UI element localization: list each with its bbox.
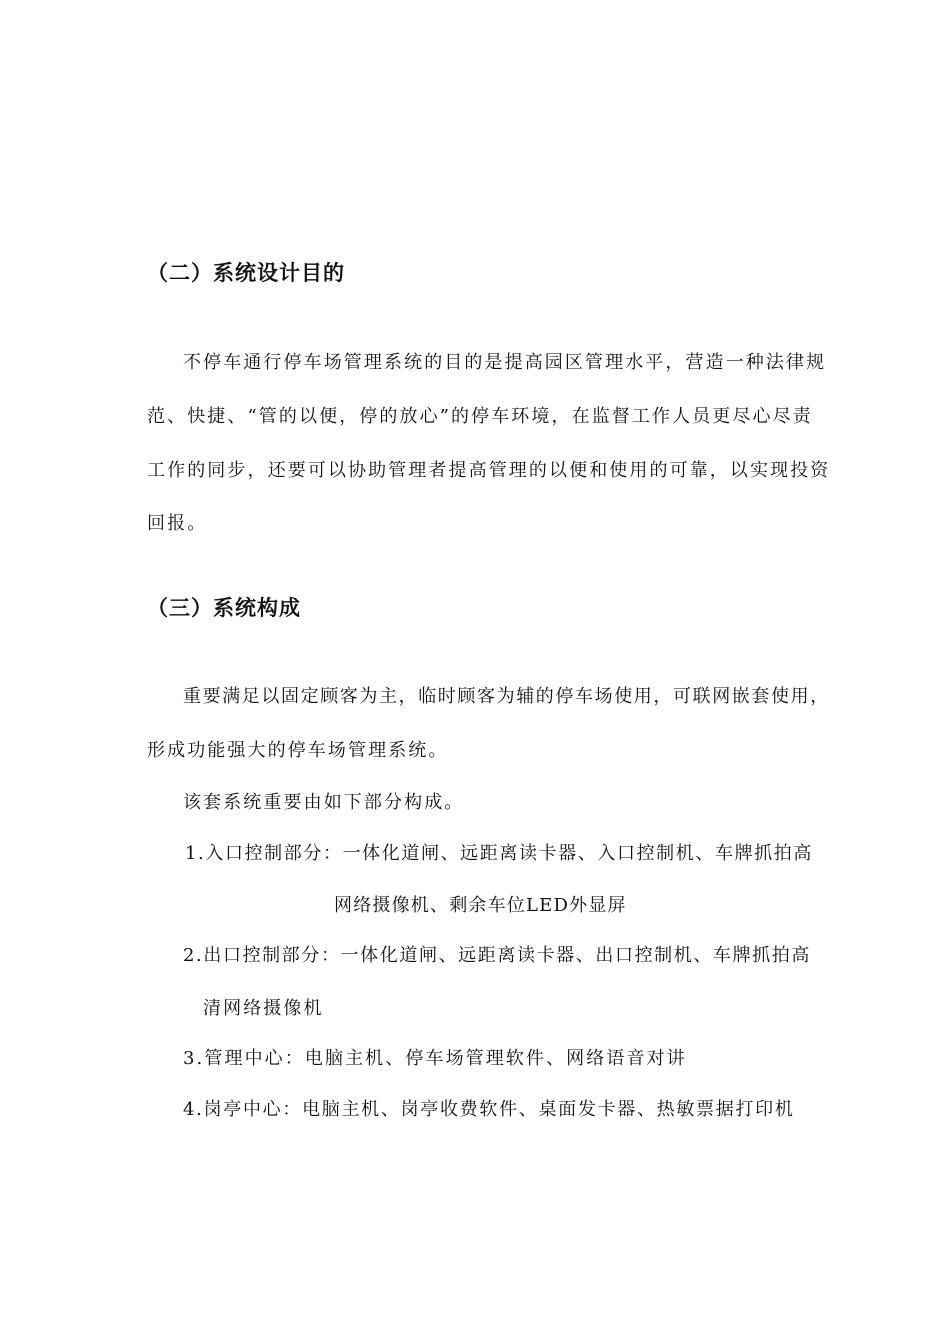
section-3-heading: （三）系统构成 (147, 596, 301, 620)
section-2-paragraph-line-4: 回报。 (147, 513, 208, 534)
list-item-1-line-2: 网络摄像机、剩余车位LED外显屏 (334, 895, 627, 916)
list-item-2-line-1: 2.出口控制部分：一体化道闸、远距离读卡器、出口控制机、车牌抓拍高 (183, 945, 811, 966)
list-item-3: 3.管理中心：电脑主机、停车场管理软件、网络语音对讲 (183, 1048, 687, 1069)
section-2-paragraph-line-2: 范、快捷、“管的以便，停的放心”的停车环境，在监督工作人员更尽心尽责 (147, 406, 813, 427)
list-item-1-line-1: 1.入口控制部分：一体化道闸、远距离读卡器、入口控制机、车牌抓拍高 (185, 843, 813, 864)
list-item-4: 4.岗亭中心：电脑主机、岗亭收费软件、桌面发卡器、热敏票据打印机 (183, 1099, 795, 1120)
section-3-paragraph-line-1: 重要满足以固定顾客为主，临时顾客为辅的停车场使用，可联网嵌套使用， (183, 686, 830, 707)
section-2-heading: （二）系统设计目的 (147, 261, 345, 285)
section-2-paragraph-line-3: 工作的同步，还要可以协助管理者提高管理的以便和使用的可靠，以实现投资 (147, 460, 831, 481)
list-item-2-line-2: 清网络摄像机 (203, 998, 324, 1019)
section-3-paragraph-line-2: 形成功能强大的停车场管理系统。 (147, 740, 449, 761)
section-3-intro: 该套系统重要由如下部分构成。 (183, 792, 465, 813)
section-2-paragraph-line-1: 不停车通行停车场管理系统的目的是提高园区管理水平，营造一种法律规 (183, 352, 827, 373)
